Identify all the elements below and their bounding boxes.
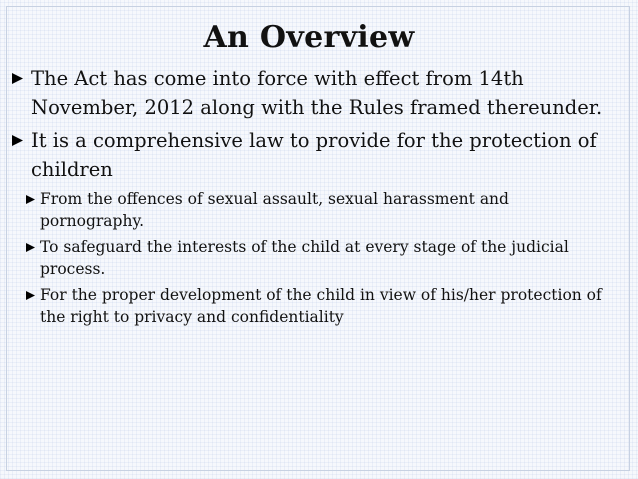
sub-bullet-text: To safeguard the interests of the child at every stage of the judicial process. [40, 238, 569, 278]
sub-bullet-list [26, 188, 618, 328]
slide-title: An Overview [203, 20, 415, 55]
arrow-bullet-icon [12, 135, 23, 146]
slide-content [12, 64, 618, 332]
bullet-text: The Act has come into force with effect from 14th November, 2012 along with the Rules framed thereunder. [31, 67, 603, 119]
bullet-text: It is a comprehensive law to provide for the protection of children [31, 129, 597, 181]
bullet-item [12, 64, 618, 122]
sub-bullet-text: For the proper development of the child in view of his/her protection of the right to privacy and confidentiality [40, 286, 602, 326]
sub-bullet-text: From the offences of sexual assault, sexual harassment and pornography. [40, 190, 509, 230]
arrow-bullet-icon [12, 73, 23, 84]
bullet-item [12, 126, 618, 184]
arrow-bullet-icon [26, 243, 35, 252]
arrow-bullet-icon [26, 291, 35, 300]
sub-bullet-item [26, 284, 618, 328]
sub-bullet-item [26, 236, 618, 280]
arrow-bullet-icon [26, 195, 35, 204]
sub-bullet-item [26, 188, 618, 232]
